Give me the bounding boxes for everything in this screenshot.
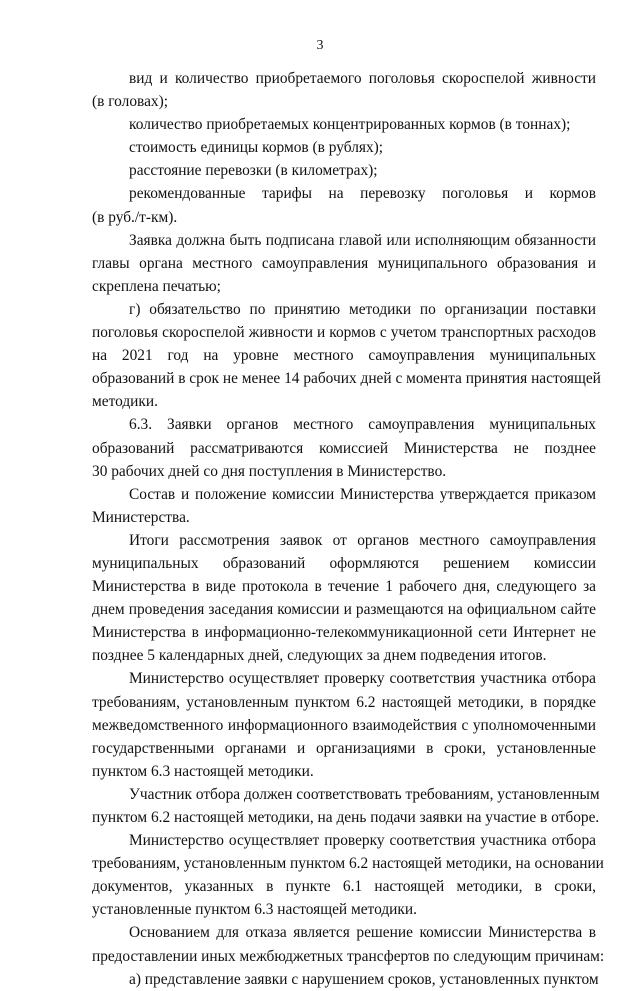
text-line: муниципальных образований оформляются решением комиссии [92,554,596,572]
text-line: межведомственного информационного взаимодействия с уполномоченными [92,716,596,734]
text-line: предоставлении иных межбюджетных трансфертов по следующим причинам: [92,947,605,965]
text-line: установленные пунктом 6.3 настоящей методики. [92,901,417,919]
text-line: (в головах); [92,93,169,111]
text-line: позднее 5 календарных дней, следующих за днем подведения итогов. [92,647,547,665]
text-line: пунктом 6.3 настоящей методики. [92,762,314,780]
text-line: Заявка должна быть подписана главой или исполняющим обязанности [129,231,596,249]
text-line: г) обязательство по принятию методики по организации поставки [129,300,596,318]
text-line: Министерства в информационно-телекоммуникационной сети Интернет не [92,624,596,642]
page-number: 3 [316,38,324,53]
text-line: требованиям, установленным пунктом 6.2 настоящей методики, на основании [92,855,604,873]
text-line: днем проведения заседания комиссии и размещаются на официальном сайте [92,601,596,619]
text-line: поголовья скороспелой живности и кормов с учетом транспортных расходов [92,324,596,342]
text-line: требованиям, установленным пунктом 6.2 настоящей методики, в порядке [92,693,596,711]
text-line: (в руб./т-км). [92,208,178,226]
text-line: Министерство осуществляет проверку соответствия участника отбора [129,832,596,850]
text-line: Состав и положение комиссии Министерства утверждается приказом [129,485,596,503]
text-line: расстояние перевозки (в километрах); [129,162,378,180]
text-line: Основанием для отказа является решение комиссии Министерства в [129,924,596,942]
text-line: Министерства. [92,508,190,526]
text-line: образований рассматриваются комиссией Министерства не позднее [92,439,596,457]
text-line: пунктом 6.2 настоящей методики, на день подачи заявки на участие в отборе. [92,809,600,826]
text-line: Министерства в виде протокола в течение 1 рабочего дня, следующего за [92,578,596,596]
text-line: Участник отбора должен соответствовать требованиям, установленным [129,785,600,803]
text-line: Итоги рассмотрения заявок от органов местного самоуправления [129,531,596,549]
text-line: методики. [92,393,158,411]
text-line: образований в срок не менее 14 рабочих дней с момента принятия настоящей [92,370,601,388]
text-line: документов, указанных в пункте 6.1 настоящей методики, в сроки, [92,878,596,896]
text-line: государственными органами и организациями в сроки, установленные [92,739,596,757]
text-line: главы органа местного самоуправления муниципального образования и [92,254,596,272]
text-line: количество приобретаемых концентрированных кормов (в тоннах); [129,116,571,134]
text-line: на 2021 год на уровне местного самоуправления муниципальных [92,347,596,365]
document-body [92,67,605,991]
text-line: стоимость единицы кормов (в рублях); [129,139,384,157]
text-line: а) представление заявки с нарушением сроков, установленных пунктом [129,970,599,988]
text-line: Министерство осуществляет проверку соответствия участника отбора [129,670,596,688]
text-line: скреплена печатью; [92,277,221,295]
text-line: рекомендованные тарифы на перевозку поголовья и кормов [129,185,596,203]
text-line: 30 рабочих дней со дня поступления в Министерство. [92,462,447,480]
text-line: вид и количество приобретаемого поголовья скороспелой живности [129,70,596,87]
text-line: 6.3. Заявки органов местного самоуправления муниципальных [129,416,596,434]
